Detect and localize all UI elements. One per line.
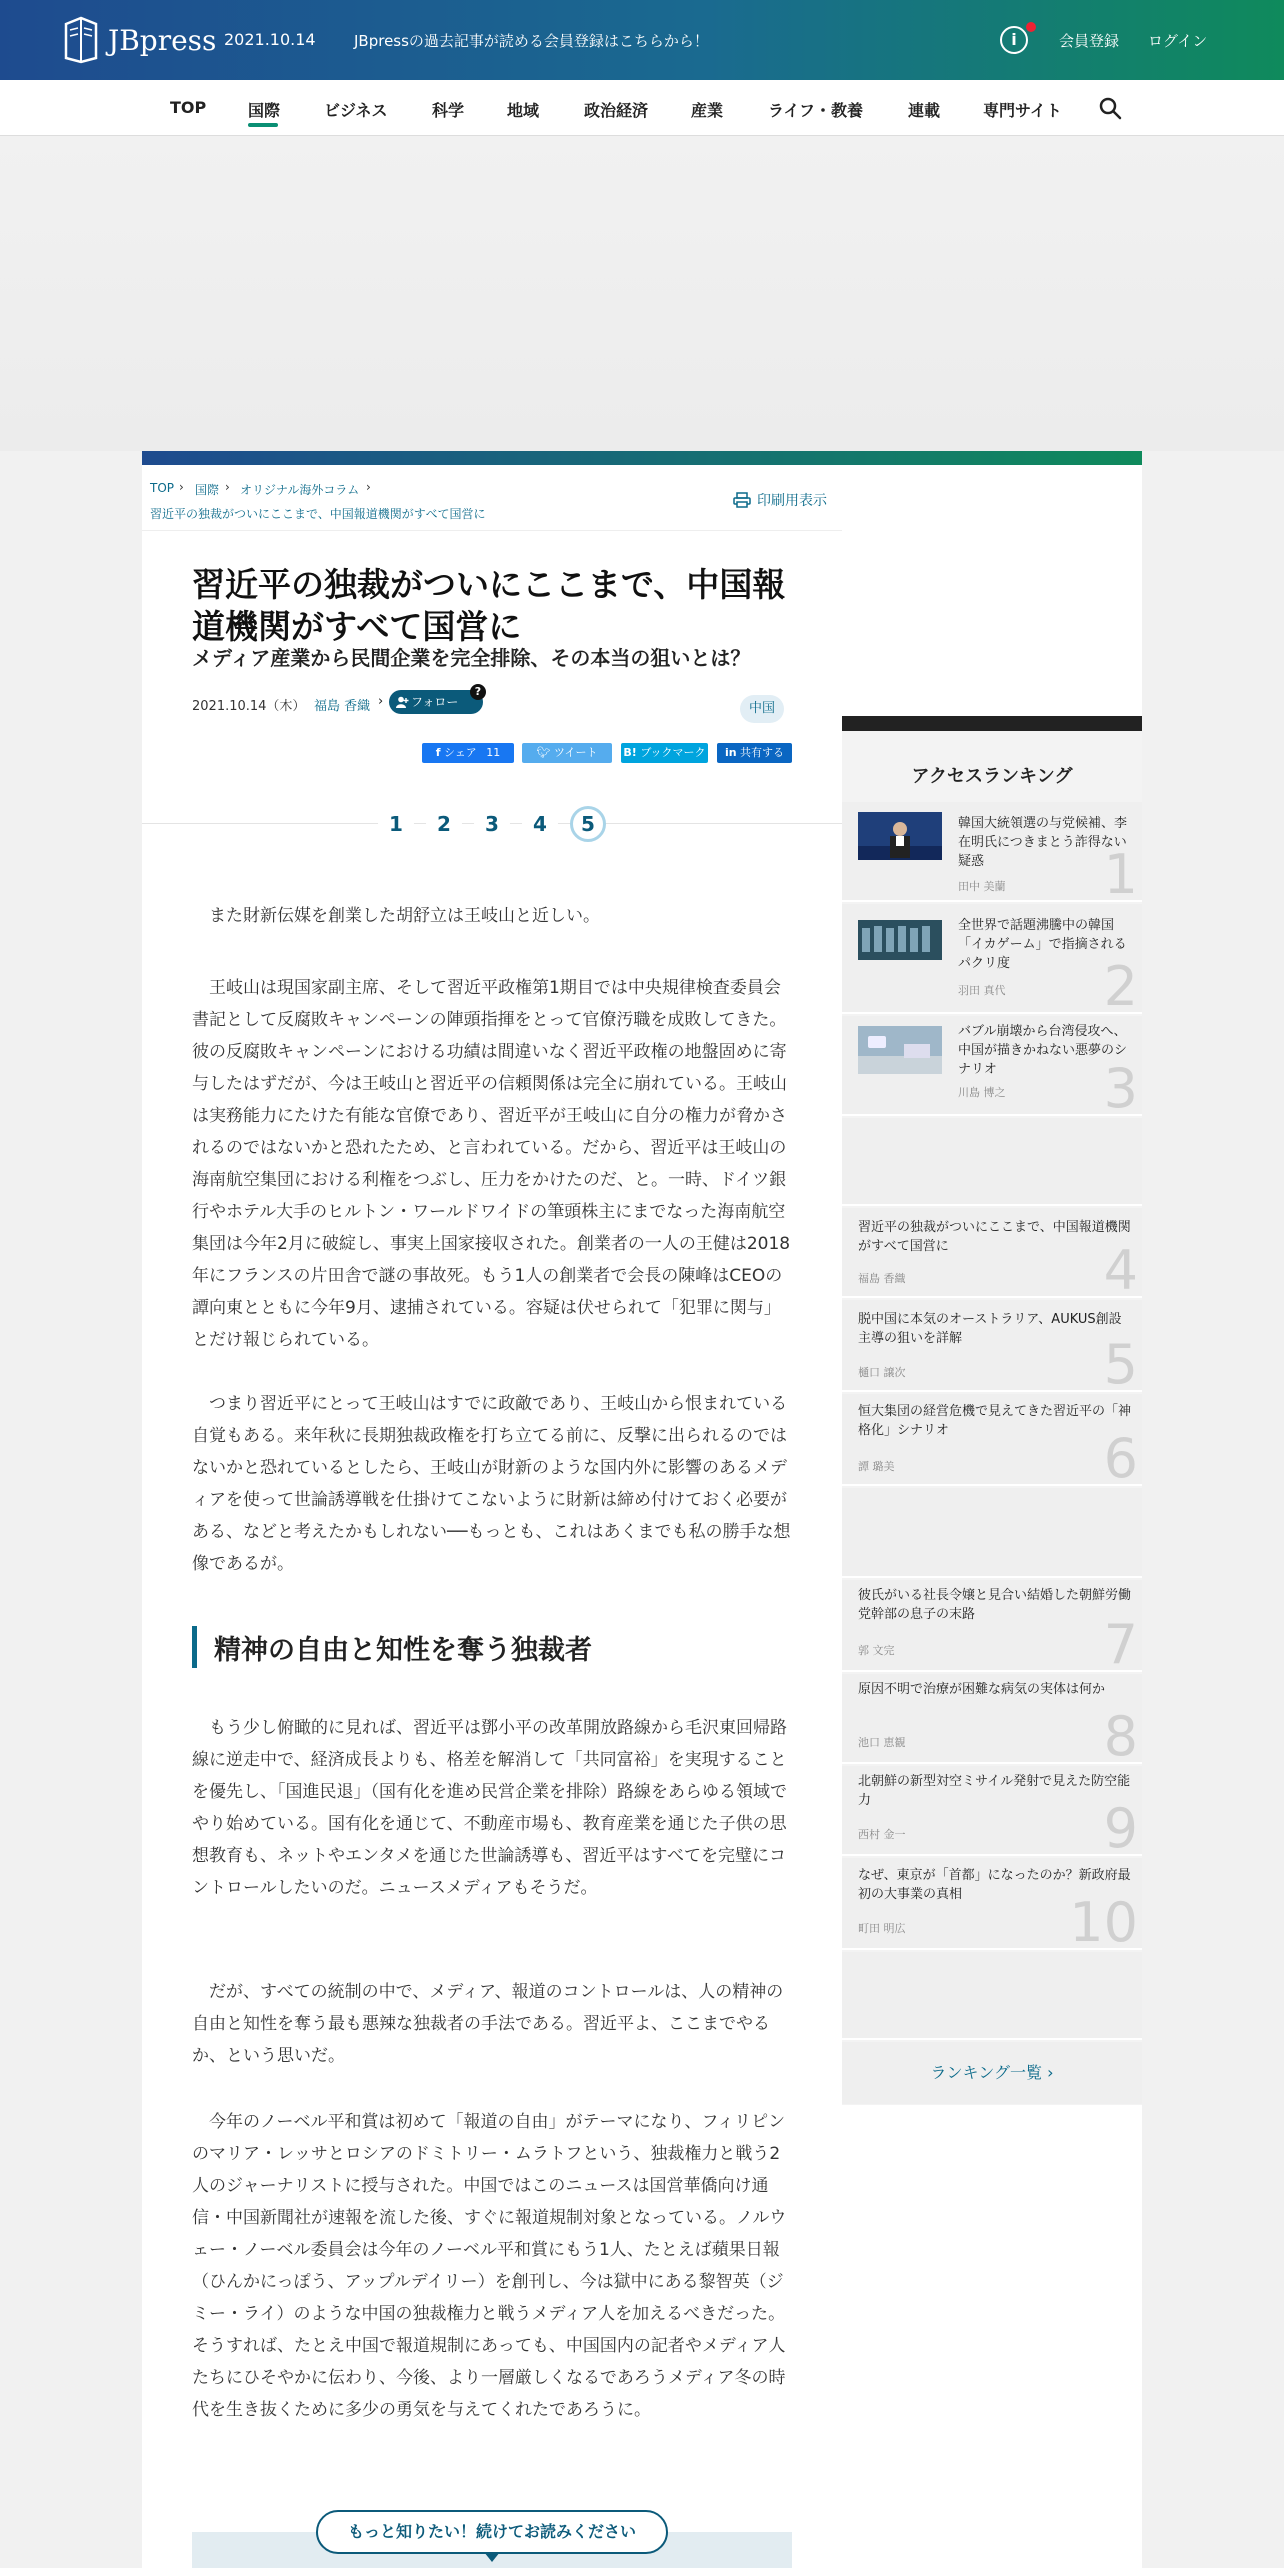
- article-topbar: [142, 451, 1142, 465]
- ranking-item[interactable]: [842, 1016, 1142, 1116]
- ranking-number: 8: [1103, 1705, 1138, 1764]
- nav-industry[interactable]: 産業: [691, 101, 724, 120]
- breadcrumb-divider: [142, 530, 842, 531]
- ranking-item-author: 池口 恵観: [858, 1736, 906, 1749]
- logo-icon: [62, 16, 100, 64]
- ranking-item-author: 川島 博之: [958, 1086, 1006, 1099]
- register-link[interactable]: 会員登録: [1059, 32, 1120, 50]
- ranking-item[interactable]: [842, 1580, 1142, 1672]
- ranking-item-author: 町田 明広: [858, 1922, 906, 1935]
- tag-china[interactable]: 中国: [740, 695, 784, 723]
- page-1-link[interactable]: 1: [378, 806, 414, 842]
- ranking-title: アクセスランキング: [911, 766, 1073, 787]
- hatena-bookmark-label: ブックマーク: [640, 746, 706, 759]
- ranking-spacer: [842, 1952, 1142, 2040]
- search-icon[interactable]: [1098, 96, 1122, 120]
- article-paragraph: 今年のノーベル平和賞は初めて「報道の自由」がテーマになり、フィリピンのマリア・レッサとロシアのドミトリー・ムラトフという、独裁権力と戦う2人のジャーナリストに授与された。中国ではこのニュースは国営華僑向け通信・中国新聞社が速報を流した後、すぐに報道規制対象となっている。ノルウェー・ノーベル委員会は今年のノーベル平和賞にもう1人、たとえば蘋果日報（ひんかにっぽう、アップルデイリー）を創刊し、今は獄中にある黎智英（ジミー・ライ）のような中国の独裁権力と戦うメディア人を加えるべきだった。そうすれば、たとえ中国で報道規制にあっても、中国国内の記者やメディア人たちにひそやかに伝わり、今後、より一層厳しくなるであろうメディア冬の時代を生き抜くために多少の勇気を与えてくれたであろうに。: [192, 2112, 787, 2420]
- info-icon[interactable]: i: [1000, 26, 1028, 54]
- ranking-number: 3: [1103, 1057, 1138, 1116]
- notification-dot: [1026, 22, 1036, 32]
- help-icon[interactable]: ?: [470, 684, 486, 700]
- ranking-item-author: 田中 美蘭: [958, 880, 1006, 893]
- nav-business[interactable]: ビジネス: [324, 101, 388, 120]
- page-2-link[interactable]: 2: [426, 806, 462, 842]
- ranking-more-label: ランキング一覧: [930, 2063, 1043, 2082]
- ranking-number: 4: [1103, 1239, 1138, 1298]
- breadcrumb-international[interactable]: 国際: [195, 483, 220, 497]
- article-paragraph: もう少し俯瞰的に見れば、習近平は鄧小平の改革開放路線から毛沢東回帰路線に逆走中で、経済成長よりも、格差を解消して「共同富裕」を実現することを優先し、「国進民退」（国有化を進め民営企業を排除）路線をあらゆる領域でやり始めている。国有化を通じて、不動産市場も、教育産業を通じた子供の思想教育も、ネットやエンタメを通じた世論誘導も、習近平はすべてを完璧にコントロールしたいのだ。ニュースメディアもそうだ。: [192, 1718, 787, 1898]
- ranking-item-author: 福島 香織: [858, 1272, 906, 1285]
- nav-science[interactable]: 科学: [432, 101, 465, 120]
- ranking-item-title: 全世界で話題沸騰中の韓国「イカゲーム」で指摘されるパクリ度: [958, 918, 1127, 971]
- continue-arrow-icon: [484, 2552, 500, 2562]
- linkedin-share-button[interactable]: [717, 743, 792, 763]
- ranking-item[interactable]: [842, 802, 1142, 902]
- ranking-item[interactable]: [842, 1394, 1142, 1486]
- breadcrumb-column[interactable]: オリジナル海外コラム: [240, 483, 360, 497]
- logo-text: JBpress: [108, 23, 217, 57]
- main-nav: [0, 80, 1284, 136]
- ranking-item[interactable]: [842, 904, 1142, 1014]
- nav-active-indicator: [248, 123, 278, 127]
- ranking-number: 6: [1103, 1427, 1138, 1486]
- page-3-link[interactable]: 3: [474, 806, 510, 842]
- article-paragraph: だが、すべての統制の中で、メディア、報道のコントロールは、人の精神の自由と知性を奪う最も悪辣な独裁者の手法である。習近平よ、ここまでやるか、という思いだ。: [192, 1982, 784, 2066]
- ad-area: [0, 136, 1284, 451]
- author-link[interactable]: 福島 香織: [314, 699, 371, 714]
- ranking-item-title: バブル崩壊から台湾侵攻へ、中国が描きかねない悪夢のシナリオ: [958, 1024, 1128, 1077]
- ranking-item[interactable]: [842, 1300, 1142, 1392]
- section-heading: 精神の自由と知性を奪う独裁者: [214, 1635, 592, 1666]
- ranking-number: 9: [1103, 1797, 1138, 1856]
- article-paragraph: また財新伝媒を創業した胡舒立は王岐山と近しい。: [209, 906, 600, 926]
- nav-top[interactable]: TOP: [170, 98, 207, 117]
- ranking-thumbnail: [858, 812, 942, 860]
- ranking-number: 10: [1069, 1891, 1138, 1950]
- section-heading-bar: [192, 1626, 197, 1668]
- ranking-item-title: 習近平の独裁がついにここまで、中国報道機関がすべて国営に: [858, 1220, 1131, 1254]
- login-link[interactable]: ログイン: [1148, 32, 1208, 50]
- follow-label: フォロー: [411, 695, 459, 709]
- nav-series[interactable]: 連載: [908, 101, 941, 120]
- add-user-icon: [396, 696, 409, 708]
- facebook-share-label: シェア: [444, 746, 477, 759]
- ranking-item-title: 脱中国に本気のオーストラリア、AUKUS創設主導の狙いを詳解: [858, 1312, 1122, 1346]
- ranking-number: 1: [1103, 843, 1138, 902]
- nav-life-culture[interactable]: ライフ・教養: [768, 101, 864, 120]
- nav-special-sites[interactable]: 専門サイト: [983, 101, 1062, 120]
- ranking-item[interactable]: [842, 1766, 1142, 1856]
- facebook-icon: f: [435, 746, 441, 759]
- follow-button[interactable]: [389, 690, 483, 714]
- header-date: 2021.10.14: [224, 30, 316, 49]
- article-paragraph: 王岐山は現国家副主席、そして習近平政権第1期目では中央規律検査委員会書記として反腐敗キャンペーンの陣頭指揮をとって官僚汚職を成敗してきた。彼の反腐敗キャンペーンにおける功績は間違いなく習近平政権の地盤固めに寄与したはずだが、今は王岐山と習近平の信頼関係は完全に崩れている。王岐山は実務能力にたけた有能な官僚であり、習近平が王岐山に自分の権力が脅かされるのではないかと恐れたため、と言われている。だから、習近平は王岐山の海南航空集団における利権をつぶし、圧力をかけたのだ、と。一時、ドイツ銀行やホテル大手のヒルトン・ワールドワイドの筆頭株主にまでなった海南航空集団は今年2月に破綻し、事実上国家接収された。創業者の一人の王健は2018年にフランスの片田舎で謎の事故死。もう1人の創業者で会長の陳峰はCEOの譚向東とともに今年9月、逮捕されている。容疑は伏せられて「犯罪に関与」とだけ報じられている。: [192, 978, 791, 1350]
- page-5-current: 5: [570, 806, 606, 842]
- ranking-item-title: なぜ、東京が「首都」になったのか？新政府最初の大事業の真相: [858, 1868, 1131, 1902]
- ranking-item-author: 樋口 譲次: [858, 1366, 906, 1379]
- twitter-icon: 🐦︎: [536, 746, 551, 759]
- ranking-spacer: [842, 1118, 1142, 1206]
- chevron-right-icon: ›: [1047, 2063, 1054, 2082]
- breadcrumb-current: 習近平の独裁がついにここまで、中国報道機関がすべて国営に: [150, 507, 486, 521]
- nav-region[interactable]: 地域: [507, 101, 540, 120]
- print-button[interactable]: [733, 490, 827, 510]
- logo[interactable]: [62, 16, 216, 64]
- ranking-thumbnail: [858, 920, 942, 960]
- publish-date: 2021.10.14（木）: [192, 699, 306, 714]
- hatena-icon: B!: [623, 746, 637, 759]
- twitter-share-button[interactable]: [522, 743, 612, 763]
- nav-international[interactable]: 国際: [248, 101, 281, 120]
- print-label: 印刷用表示: [757, 493, 827, 509]
- ranking-item-title: 韓国大統領選の与党候補、李在明氏につきまとう詐得ない疑惑: [958, 816, 1128, 869]
- ranking-item-author: 西村 金一: [858, 1828, 906, 1841]
- member-promo-link[interactable]: JBpressの過去記事が読める会員登録はこちらから！: [354, 32, 709, 50]
- ranking-item-author: 羽田 真代: [958, 984, 1006, 997]
- ranking-item-title: 恒大集団の経営危機で見えてきた習近平の「神格化」シナリオ: [858, 1404, 1132, 1438]
- article-title: 習近平の独裁がついにここまで、中国報道機関がすべて国営に: [192, 565, 786, 646]
- ranking-topbar: [842, 716, 1142, 731]
- twitter-share-label: ツイート: [554, 746, 598, 759]
- article-subtitle: メディア産業から民間企業を完全排除、その本当の狙いとは？: [192, 646, 751, 670]
- ranking-number: 7: [1103, 1613, 1138, 1672]
- site-header: [0, 0, 1284, 80]
- linkedin-icon: in: [724, 746, 737, 759]
- hatena-bookmark-button[interactable]: [621, 743, 708, 763]
- ranking-more-link[interactable]: [842, 2042, 1142, 2104]
- ranking-item-author: 郭 文完: [858, 1644, 895, 1657]
- ranking-thumbnail: [858, 1026, 942, 1074]
- ranking-item[interactable]: [842, 1858, 1142, 1950]
- linkedin-share-label: 共有する: [740, 746, 785, 759]
- nav-politics-economy[interactable]: 政治経済: [584, 101, 649, 120]
- article-paragraph: つまり習近平にとって王岐山はすでに政敵であり、王岐山から恨まれている自覚もある。来年秋に長期独裁政権を打ち立てる前に、反撃に出られるのではないかと恐れているとしたら、王岐山が財新のような国内外に影響のあるメディアを使って世論誘導戦を仕掛けてこないように財新は締め付けておく必要がある、などと考えたかもしれない──もっとも、これはあくまでも私の勝手な想像であるが。: [192, 1394, 791, 1574]
- ranking-item-author: 譚 璐美: [858, 1460, 895, 1473]
- page-4-link[interactable]: 4: [522, 806, 558, 842]
- ranking-number: 2: [1103, 955, 1138, 1014]
- ranking-spacer: [842, 1488, 1142, 1578]
- ranking-item-title: 彼氏がいる社長令嬢と見合い結婚した朝鮮労働党幹部の息子の末路: [858, 1588, 1132, 1622]
- breadcrumb-top[interactable]: TOP: [150, 481, 175, 495]
- ranking-item-title: 北朝鮮の新型対空ミサイル発射で見えた防空能力: [858, 1774, 1131, 1808]
- ranking-number: 5: [1103, 1333, 1138, 1392]
- ranking-item[interactable]: [842, 1208, 1142, 1298]
- facebook-share-count: 11: [486, 746, 501, 759]
- author-chevron-icon: ›: [378, 694, 384, 709]
- ranking-item[interactable]: [842, 1674, 1142, 1764]
- continue-reading-button[interactable]: もっと知りたい！続けてお読みください: [316, 2510, 668, 2554]
- printer-icon: [733, 492, 751, 508]
- ranking-item-title: 原因不明で治療が困難な病気の実体は何か: [858, 1682, 1106, 1697]
- facebook-share-button[interactable]: [422, 743, 514, 763]
